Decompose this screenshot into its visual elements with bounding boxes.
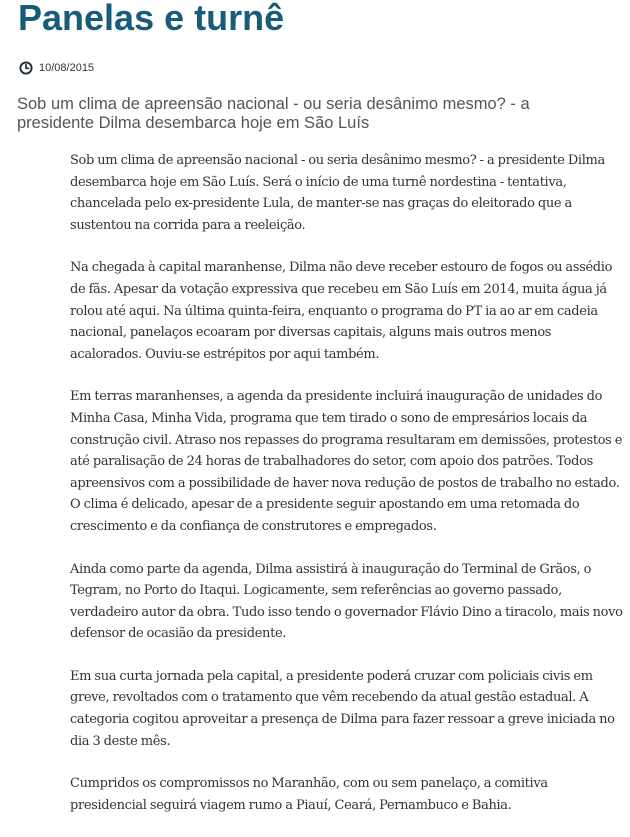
publish-date: 10/08/2015 (39, 62, 95, 74)
article-paragraph: Em sua curta jornada pela capital, a presidente poderá cruzar com policiais civis em greve, revoltados com o tratamento que vêm recebendo da atual gestão estadual. A categoria cogitou aproveitar a presença de Dilma para fazer ressoar a greve iniciada no dia 3 deste mês. (70, 668, 615, 749)
article-subtitle: Sob um clima de apreensão nacional - ou seria desânimo mesmo? - a presidente Dilma desembarca hoje em São Luís (17, 95, 530, 132)
clock-icon (19, 61, 33, 75)
article-meta (19, 59, 94, 77)
article-paragraph: Ainda como parte da agenda, Dilma assistirá à inauguração do Terminal de Grãos, o Tegram, no Porto do Itaqui. Logicamente, sem referências ao governo passado, verdadeiro autor da obra. Tudo isso tendo o governador Flávio Dino a tiracolo, mais novo defensor de ocasião da presidente. (70, 561, 623, 642)
article-paragraph: Sob um clima de apreensão nacional - ou seria desânimo mesmo? - a presidente Dilma desembarca hoje em São Luís. Será o início de uma turnê nordestina - tentativa, chancelada pelo ex-presidente Lula, de manter-se nas graças do eleitorado que a sustentou na corrida para a reeleição. (70, 153, 605, 233)
article-paragraph: Cumpridos os compromissos no Maranhão, com ou sem panelaço, a comitiva presidencial seguirá viagem rumo a Piauí, Ceará, Pernambuco e Bahia. (70, 776, 548, 813)
article-title: Panelas e turnê (18, 0, 285, 38)
article-paragraph: Em terras maranhenses, a agenda da presidente incluirá inauguração de unidades do Minha Casa, Minha Vida, programa que tem tirado o sono de empresários locais da construção civil. Atraso nos repasses do programa resultaram em demissões, protestos e até paralisação de 24 horas de trabalhadores do setor, com apoio dos patrões. Todos apreensivos com a possibilidade de haver nova redução de postos de trabalho no estado. O clima é delicado, apesar de a presidente seguir apostando em uma retomada do crescimento e da confiança de construtores e empregados. (70, 389, 623, 534)
article-body (70, 150, 625, 837)
article-paragraph: Na chegada à capital maranhense, Dilma não deve receber estouro de fogos ou assédio de fãs. Apesar da votação expressiva que recebeu em São Luís em 2014, muita água já rolou até aqui. Na última quinta-feira, enquanto o programa do PT ia ao ar em cadeia nacional, panelaços ecoaram por diversas capitais, alguns mais outros menos acalorados. Ouviu-se estrépitos por aqui também. (70, 260, 613, 362)
